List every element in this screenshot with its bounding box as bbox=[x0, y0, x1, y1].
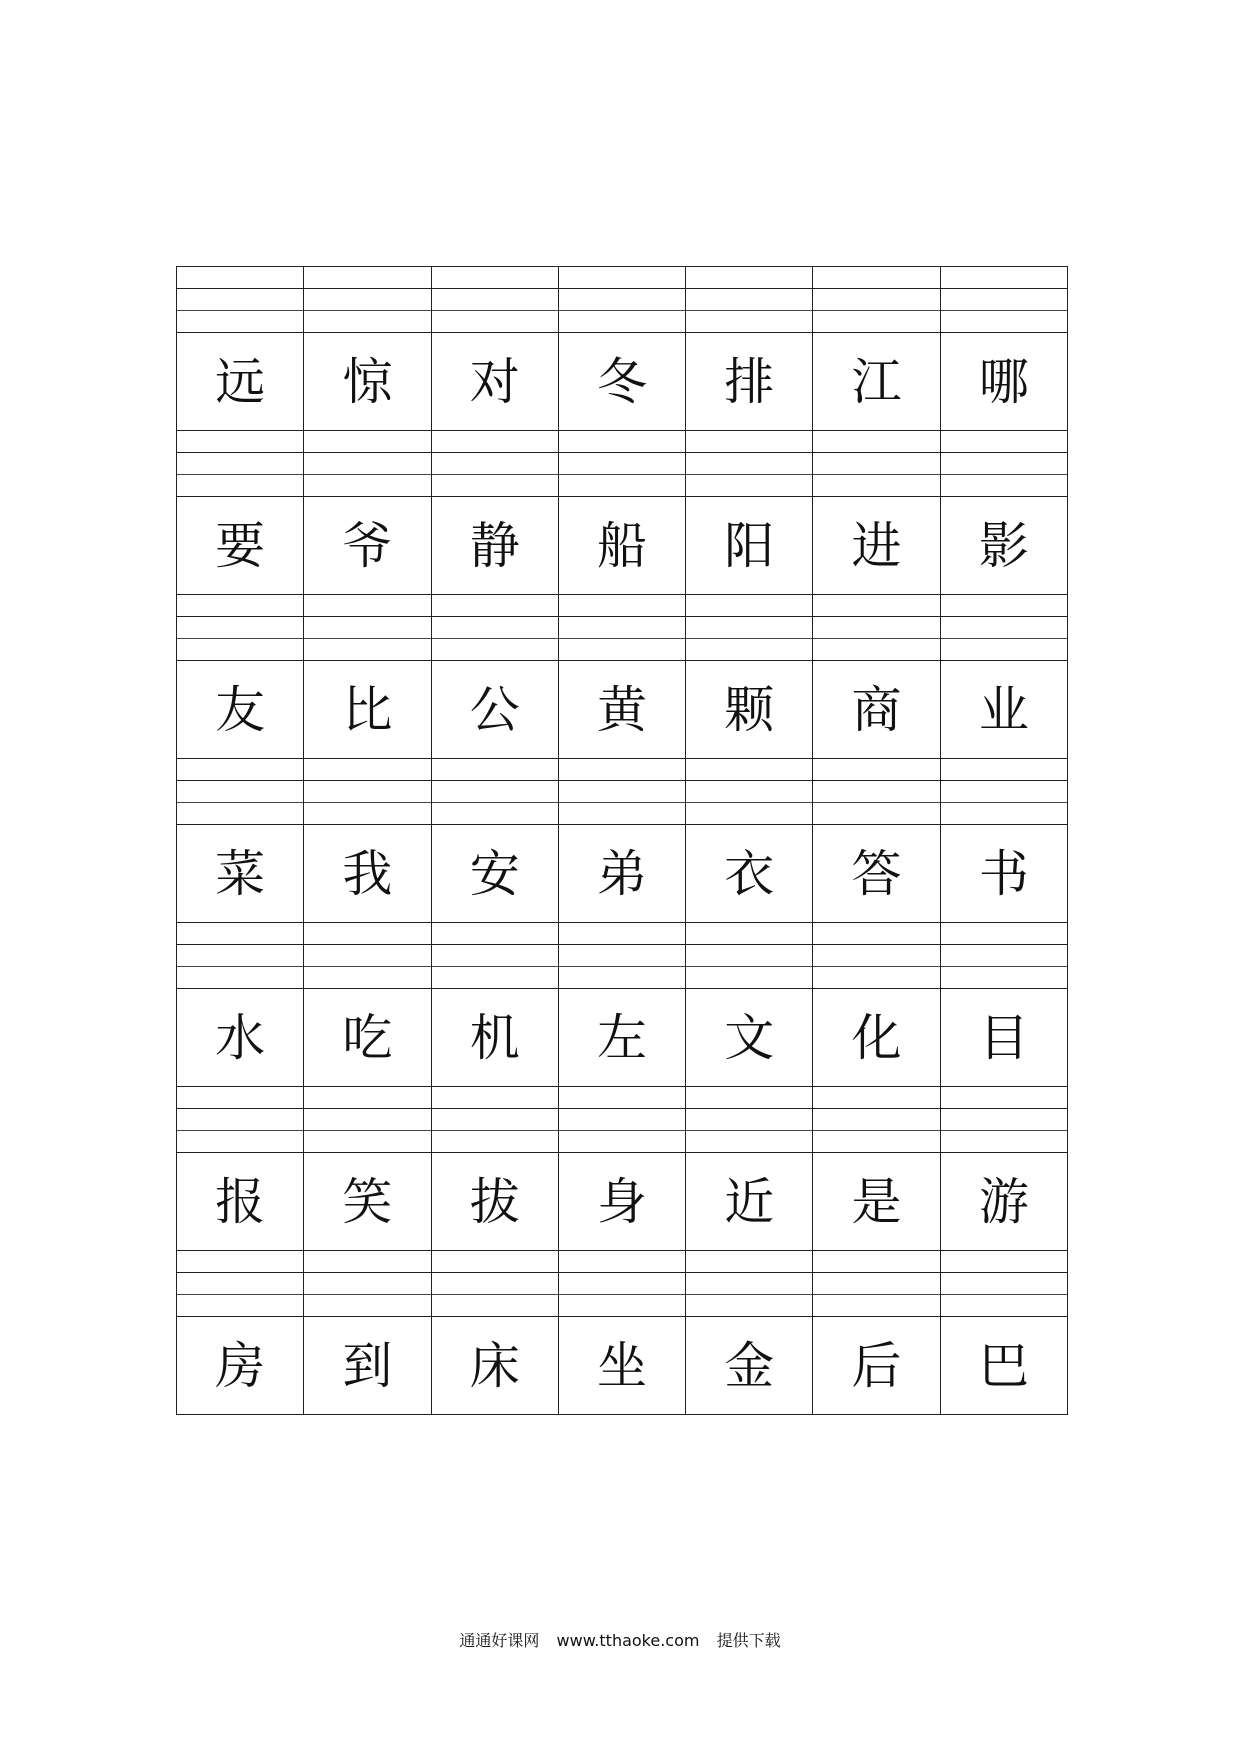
pinyin-guide-line bbox=[686, 759, 812, 781]
pinyin-writing-cell bbox=[304, 595, 431, 661]
pinyin-guide-line bbox=[941, 1109, 1067, 1131]
pinyin-guide-line bbox=[941, 267, 1067, 289]
character-cell: 是 bbox=[813, 1153, 940, 1251]
pinyin-guide-line bbox=[813, 759, 939, 781]
pinyin-writing-cell bbox=[304, 267, 431, 333]
pinyin-guide-line bbox=[941, 781, 1067, 803]
character-cell: 静 bbox=[432, 497, 559, 595]
pinyin-writing-cell bbox=[686, 1251, 813, 1317]
pinyin-guide-line bbox=[941, 1295, 1067, 1317]
pinyin-writing-cell bbox=[559, 1251, 686, 1317]
character-cell: 影 bbox=[941, 497, 1068, 595]
pinyin-guide-line bbox=[686, 267, 812, 289]
character-row bbox=[177, 497, 1068, 595]
pinyin-guide-line bbox=[686, 475, 812, 497]
character-cell: 黄 bbox=[559, 661, 686, 759]
pinyin-guide-line bbox=[559, 453, 685, 475]
pinyin-guide-line bbox=[813, 803, 939, 825]
pinyin-guide-line bbox=[304, 617, 430, 639]
character-cell: 衣 bbox=[686, 825, 813, 923]
pinyin-writing-cell bbox=[432, 595, 559, 661]
pinyin-guide-line bbox=[686, 1109, 812, 1131]
pinyin-guide-line bbox=[177, 759, 303, 781]
character-cell: 到 bbox=[304, 1317, 431, 1415]
pinyin-guide-line bbox=[432, 1251, 558, 1273]
pinyin-guide-line bbox=[686, 1251, 812, 1273]
pinyin-row bbox=[177, 923, 1068, 989]
pinyin-guide-line bbox=[559, 1087, 685, 1109]
pinyin-guide-line bbox=[432, 595, 558, 617]
pinyin-guide-line bbox=[941, 595, 1067, 617]
pinyin-guide-line bbox=[813, 639, 939, 661]
pinyin-writing-cell bbox=[813, 1087, 940, 1153]
pinyin-guide-line bbox=[559, 945, 685, 967]
pinyin-guide-line bbox=[432, 311, 558, 333]
character-worksheet bbox=[176, 266, 1068, 1415]
pinyin-guide-line bbox=[177, 923, 303, 945]
pinyin-row bbox=[177, 595, 1068, 661]
pinyin-guide-line bbox=[432, 453, 558, 475]
pinyin-guide-line bbox=[686, 595, 812, 617]
character-cell: 拔 bbox=[432, 1153, 559, 1251]
character-cell: 商 bbox=[813, 661, 940, 759]
pinyin-writing-cell bbox=[941, 1087, 1068, 1153]
pinyin-guide-line bbox=[177, 1087, 303, 1109]
character-row bbox=[177, 661, 1068, 759]
pinyin-guide-line bbox=[559, 617, 685, 639]
pinyin-guide-line bbox=[686, 1295, 812, 1317]
character-cell: 金 bbox=[686, 1317, 813, 1415]
pinyin-guide-line bbox=[304, 1131, 430, 1153]
pinyin-writing-cell bbox=[813, 431, 940, 497]
pinyin-guide-line bbox=[177, 289, 303, 311]
pinyin-row bbox=[177, 431, 1068, 497]
pinyin-guide-line bbox=[177, 967, 303, 989]
pinyin-guide-line bbox=[813, 1131, 939, 1153]
pinyin-guide-line bbox=[304, 431, 430, 453]
character-row bbox=[177, 1317, 1068, 1415]
pinyin-guide-line bbox=[432, 267, 558, 289]
pinyin-guide-line bbox=[813, 967, 939, 989]
pinyin-writing-cell bbox=[941, 267, 1068, 333]
pinyin-writing-cell bbox=[559, 923, 686, 989]
pinyin-guide-line bbox=[177, 595, 303, 617]
pinyin-guide-line bbox=[304, 639, 430, 661]
character-cell: 床 bbox=[432, 1317, 559, 1415]
pinyin-guide-line bbox=[813, 431, 939, 453]
pinyin-guide-line bbox=[686, 639, 812, 661]
pinyin-writing-cell bbox=[813, 595, 940, 661]
character-cell: 颗 bbox=[686, 661, 813, 759]
pinyin-guide-line bbox=[941, 759, 1067, 781]
pinyin-guide-line bbox=[432, 1109, 558, 1131]
pinyin-guide-line bbox=[941, 945, 1067, 967]
character-cell: 游 bbox=[941, 1153, 1068, 1251]
pinyin-guide-line bbox=[941, 311, 1067, 333]
character-cell: 江 bbox=[813, 333, 940, 431]
pinyin-guide-line bbox=[304, 267, 430, 289]
pinyin-guide-line bbox=[813, 1109, 939, 1131]
pinyin-guide-line bbox=[432, 781, 558, 803]
pinyin-guide-line bbox=[686, 1273, 812, 1295]
pinyin-guide-line bbox=[177, 1273, 303, 1295]
character-cell: 文 bbox=[686, 989, 813, 1087]
character-cell: 报 bbox=[177, 1153, 304, 1251]
pinyin-guide-line bbox=[304, 289, 430, 311]
pinyin-guide-line bbox=[813, 289, 939, 311]
pinyin-guide-line bbox=[304, 923, 430, 945]
pinyin-guide-line bbox=[559, 267, 685, 289]
character-cell: 安 bbox=[432, 825, 559, 923]
character-cell: 水 bbox=[177, 989, 304, 1087]
pinyin-guide-line bbox=[559, 923, 685, 945]
pinyin-writing-cell bbox=[432, 1251, 559, 1317]
pinyin-writing-cell bbox=[686, 1087, 813, 1153]
pinyin-guide-line bbox=[304, 1087, 430, 1109]
pinyin-guide-line bbox=[432, 803, 558, 825]
pinyin-guide-line bbox=[813, 945, 939, 967]
character-cell: 冬 bbox=[559, 333, 686, 431]
pinyin-guide-line bbox=[813, 453, 939, 475]
pinyin-guide-line bbox=[559, 1109, 685, 1131]
pinyin-guide-line bbox=[177, 311, 303, 333]
pinyin-writing-cell bbox=[432, 1087, 559, 1153]
pinyin-writing-cell bbox=[304, 431, 431, 497]
pinyin-writing-cell bbox=[177, 1087, 304, 1153]
pinyin-guide-line bbox=[432, 967, 558, 989]
pinyin-guide-line bbox=[559, 475, 685, 497]
pinyin-guide-line bbox=[686, 781, 812, 803]
character-cell: 吃 bbox=[304, 989, 431, 1087]
character-cell: 化 bbox=[813, 989, 940, 1087]
character-cell: 友 bbox=[177, 661, 304, 759]
pinyin-guide-line bbox=[686, 431, 812, 453]
character-cell: 要 bbox=[177, 497, 304, 595]
page-footer bbox=[0, 1628, 1240, 1651]
character-cell: 房 bbox=[177, 1317, 304, 1415]
pinyin-guide-line bbox=[432, 639, 558, 661]
pinyin-guide-line bbox=[686, 311, 812, 333]
pinyin-guide-line bbox=[177, 617, 303, 639]
pinyin-guide-line bbox=[686, 289, 812, 311]
pinyin-guide-line bbox=[941, 803, 1067, 825]
pinyin-guide-line bbox=[432, 1131, 558, 1153]
character-cell: 远 bbox=[177, 333, 304, 431]
pinyin-guide-line bbox=[559, 781, 685, 803]
pinyin-guide-line bbox=[432, 945, 558, 967]
pinyin-guide-line bbox=[177, 475, 303, 497]
pinyin-guide-line bbox=[813, 781, 939, 803]
pinyin-guide-line bbox=[559, 1131, 685, 1153]
character-row bbox=[177, 825, 1068, 923]
pinyin-guide-line bbox=[559, 803, 685, 825]
pinyin-writing-cell bbox=[177, 759, 304, 825]
character-cell: 爷 bbox=[304, 497, 431, 595]
pinyin-guide-line bbox=[941, 1131, 1067, 1153]
pinyin-writing-cell bbox=[177, 1251, 304, 1317]
character-cell: 近 bbox=[686, 1153, 813, 1251]
pinyin-guide-line bbox=[432, 475, 558, 497]
pinyin-writing-cell bbox=[941, 759, 1068, 825]
pinyin-row bbox=[177, 1251, 1068, 1317]
character-cell: 业 bbox=[941, 661, 1068, 759]
pinyin-guide-line bbox=[304, 311, 430, 333]
pinyin-guide-line bbox=[304, 475, 430, 497]
pinyin-guide-line bbox=[177, 1251, 303, 1273]
pinyin-writing-cell bbox=[813, 267, 940, 333]
character-cell: 对 bbox=[432, 333, 559, 431]
pinyin-guide-line bbox=[941, 967, 1067, 989]
character-cell: 书 bbox=[941, 825, 1068, 923]
pinyin-guide-line bbox=[177, 945, 303, 967]
pinyin-guide-line bbox=[432, 759, 558, 781]
character-cell: 进 bbox=[813, 497, 940, 595]
pinyin-row bbox=[177, 759, 1068, 825]
character-cell: 公 bbox=[432, 661, 559, 759]
pinyin-writing-cell bbox=[177, 923, 304, 989]
pinyin-guide-line bbox=[432, 431, 558, 453]
pinyin-guide-line bbox=[686, 945, 812, 967]
character-cell: 左 bbox=[559, 989, 686, 1087]
character-row bbox=[177, 333, 1068, 431]
pinyin-writing-cell bbox=[304, 1087, 431, 1153]
pinyin-writing-cell bbox=[432, 759, 559, 825]
pinyin-guide-line bbox=[177, 453, 303, 475]
character-cell: 机 bbox=[432, 989, 559, 1087]
character-cell: 弟 bbox=[559, 825, 686, 923]
character-cell: 比 bbox=[304, 661, 431, 759]
character-cell: 哪 bbox=[941, 333, 1068, 431]
character-cell: 菜 bbox=[177, 825, 304, 923]
pinyin-writing-cell bbox=[177, 267, 304, 333]
pinyin-guide-line bbox=[559, 595, 685, 617]
pinyin-writing-cell bbox=[813, 923, 940, 989]
pinyin-writing-cell bbox=[813, 1251, 940, 1317]
pinyin-guide-line bbox=[559, 289, 685, 311]
pinyin-guide-line bbox=[432, 923, 558, 945]
pinyin-guide-line bbox=[559, 1295, 685, 1317]
pinyin-writing-cell bbox=[686, 759, 813, 825]
pinyin-writing-cell bbox=[432, 267, 559, 333]
pinyin-guide-line bbox=[559, 1251, 685, 1273]
pinyin-writing-cell bbox=[304, 923, 431, 989]
pinyin-writing-cell bbox=[177, 595, 304, 661]
pinyin-guide-line bbox=[559, 967, 685, 989]
pinyin-guide-line bbox=[304, 1273, 430, 1295]
character-cell: 巴 bbox=[941, 1317, 1068, 1415]
character-cell: 我 bbox=[304, 825, 431, 923]
pinyin-guide-line bbox=[177, 1131, 303, 1153]
pinyin-guide-line bbox=[813, 1087, 939, 1109]
pinyin-guide-line bbox=[177, 639, 303, 661]
pinyin-guide-line bbox=[559, 431, 685, 453]
pinyin-row bbox=[177, 1087, 1068, 1153]
pinyin-guide-line bbox=[686, 923, 812, 945]
pinyin-guide-line bbox=[941, 639, 1067, 661]
pinyin-guide-line bbox=[941, 1087, 1067, 1109]
pinyin-writing-cell bbox=[177, 431, 304, 497]
pinyin-guide-line bbox=[813, 475, 939, 497]
pinyin-writing-cell bbox=[559, 431, 686, 497]
pinyin-guide-line bbox=[177, 1109, 303, 1131]
pinyin-guide-line bbox=[177, 803, 303, 825]
pinyin-guide-line bbox=[304, 1295, 430, 1317]
character-row bbox=[177, 1153, 1068, 1251]
pinyin-writing-cell bbox=[686, 267, 813, 333]
pinyin-guide-line bbox=[432, 289, 558, 311]
character-cell: 阳 bbox=[686, 497, 813, 595]
character-cell: 答 bbox=[813, 825, 940, 923]
pinyin-writing-cell bbox=[941, 1251, 1068, 1317]
pinyin-writing-cell bbox=[432, 923, 559, 989]
pinyin-guide-line bbox=[432, 1295, 558, 1317]
pinyin-writing-cell bbox=[686, 431, 813, 497]
pinyin-guide-line bbox=[813, 617, 939, 639]
pinyin-guide-line bbox=[559, 311, 685, 333]
pinyin-guide-line bbox=[432, 1087, 558, 1109]
pinyin-guide-line bbox=[941, 475, 1067, 497]
pinyin-writing-cell bbox=[813, 759, 940, 825]
pinyin-guide-line bbox=[432, 617, 558, 639]
character-cell: 笑 bbox=[304, 1153, 431, 1251]
pinyin-writing-cell bbox=[304, 759, 431, 825]
pinyin-guide-line bbox=[941, 923, 1067, 945]
character-cell: 后 bbox=[813, 1317, 940, 1415]
pinyin-writing-cell bbox=[941, 431, 1068, 497]
pinyin-guide-line bbox=[304, 759, 430, 781]
pinyin-guide-line bbox=[813, 311, 939, 333]
pinyin-guide-line bbox=[941, 431, 1067, 453]
pinyin-writing-cell bbox=[941, 595, 1068, 661]
pinyin-guide-line bbox=[686, 967, 812, 989]
character-cell: 船 bbox=[559, 497, 686, 595]
pinyin-guide-line bbox=[177, 1295, 303, 1317]
pinyin-guide-line bbox=[686, 803, 812, 825]
pinyin-writing-cell bbox=[559, 759, 686, 825]
pinyin-guide-line bbox=[304, 1251, 430, 1273]
pinyin-guide-line bbox=[559, 639, 685, 661]
pinyin-guide-line bbox=[813, 267, 939, 289]
pinyin-guide-line bbox=[686, 1087, 812, 1109]
pinyin-guide-line bbox=[432, 1273, 558, 1295]
pinyin-guide-line bbox=[813, 1273, 939, 1295]
pinyin-guide-line bbox=[304, 595, 430, 617]
pinyin-writing-cell bbox=[432, 431, 559, 497]
pinyin-writing-cell bbox=[559, 267, 686, 333]
pinyin-guide-line bbox=[304, 1109, 430, 1131]
pinyin-writing-cell bbox=[559, 1087, 686, 1153]
pinyin-row bbox=[177, 267, 1068, 333]
pinyin-guide-line bbox=[941, 1273, 1067, 1295]
pinyin-guide-line bbox=[559, 1273, 685, 1295]
pinyin-guide-line bbox=[304, 453, 430, 475]
pinyin-writing-cell bbox=[686, 595, 813, 661]
footer-site-name: 通通好课网 bbox=[459, 1631, 540, 1650]
pinyin-guide-line bbox=[686, 453, 812, 475]
pinyin-guide-line bbox=[304, 803, 430, 825]
pinyin-guide-line bbox=[813, 1251, 939, 1273]
pinyin-guide-line bbox=[177, 267, 303, 289]
pinyin-guide-line bbox=[686, 1131, 812, 1153]
footer-url: www.tthaoke.com bbox=[556, 1631, 700, 1650]
character-cell: 坐 bbox=[559, 1317, 686, 1415]
pinyin-guide-line bbox=[813, 923, 939, 945]
pinyin-guide-line bbox=[304, 781, 430, 803]
pinyin-writing-cell bbox=[686, 923, 813, 989]
character-cell: 身 bbox=[559, 1153, 686, 1251]
pinyin-guide-line bbox=[941, 617, 1067, 639]
pinyin-guide-line bbox=[941, 453, 1067, 475]
pinyin-guide-line bbox=[941, 289, 1067, 311]
character-cell: 排 bbox=[686, 333, 813, 431]
pinyin-guide-line bbox=[813, 595, 939, 617]
pinyin-guide-line bbox=[941, 1251, 1067, 1273]
pinyin-guide-line bbox=[559, 759, 685, 781]
pinyin-guide-line bbox=[177, 431, 303, 453]
pinyin-guide-line bbox=[177, 781, 303, 803]
character-cell: 目 bbox=[941, 989, 1068, 1087]
pinyin-writing-cell bbox=[559, 595, 686, 661]
pinyin-guide-line bbox=[813, 1295, 939, 1317]
character-cell: 惊 bbox=[304, 333, 431, 431]
pinyin-guide-line bbox=[686, 617, 812, 639]
pinyin-guide-line bbox=[304, 967, 430, 989]
pinyin-writing-cell bbox=[941, 923, 1068, 989]
pinyin-writing-cell bbox=[304, 1251, 431, 1317]
pinyin-guide-line bbox=[304, 945, 430, 967]
character-row bbox=[177, 989, 1068, 1087]
footer-note: 提供下载 bbox=[716, 1631, 781, 1650]
